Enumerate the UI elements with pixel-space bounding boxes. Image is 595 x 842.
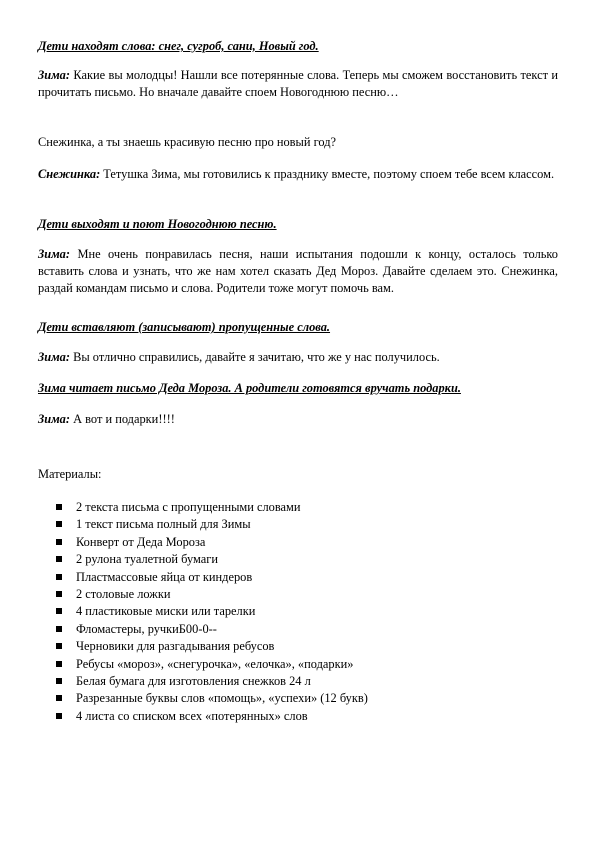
paragraph-text: А вот и подарки!!!! [70,412,175,426]
bullet-icon [56,521,62,527]
list-item: 4 пластиковые миски или тарелки [56,603,556,620]
paragraph-snezhinka [38,166,558,183]
bullet-icon [56,643,62,649]
bullet-icon [56,695,62,701]
action-note-4: Зима читает письмо Деда Мороза. А родители готовятся вручать подарки. [38,381,461,395]
list-item: Конверт от Деда Мороза [56,534,556,551]
action-note-2: Дети выходят и поют Новогоднюю песню. [38,217,277,231]
action-note-1: Дети находят слова: снег, сугроб, сани, Новый год. [38,39,319,53]
speaker-label: Зима: [38,68,71,82]
paragraph-text: Какие вы молодцы! Нашли все потерянные слова. Теперь мы сможем восстановить текст и прочитать письмо. Но вначале давайте споем Новогоднюю песню… [38,68,558,99]
bullet-icon [56,574,62,580]
bullet-icon [56,504,62,510]
list-item: Фломастеры, ручкиБ00-0-- [56,621,556,638]
paragraph-zima-3 [38,349,558,366]
list-item: Разрезанные буквы слов «помощь», «успехи» (12 букв) [56,690,556,707]
materials-list [56,499,556,725]
list-item: 4 листа со списком всех «потерянных» слов [56,708,556,725]
bullet-icon [56,608,62,614]
list-item: Белая бумага для изготовления снежков 24 л [56,673,556,690]
list-item: 2 столовые ложки [56,586,556,603]
paragraph-zima-1 [38,67,558,101]
paragraph-text: Мне очень понравилась песня, наши испытания подошли к концу, осталось только вставить слова и узнать, что же нам хотел сказать Дед Мороз. Давайте сделаем это. Снежинка, раздай командам письмо и слова. Родители тоже могут помочь вам. [38,247,558,295]
speaker-label: Зима: [38,247,71,261]
speaker-label: Зима: [38,350,71,364]
list-item: Ребусы «мороз», «снегурочка», «елочка», «подарки» [56,656,556,673]
list-item: 2 текста письма с пропущенными словами [56,499,556,516]
speaker-label: Зима: [38,412,71,426]
bullet-icon [56,556,62,562]
paragraph-zima-2 [38,246,558,297]
action-note-3: Дети вставляют (записывают) пропущенные слова. [38,320,331,334]
paragraph-text: Тетушка Зима, мы готовились к празднику вместе, поэтому споем тебе всем классом. [100,167,555,181]
paragraph-text: Вы отлично справились, давайте я зачитаю, что же у нас получилось. [70,350,440,364]
paragraph-question: Снежинка, а ты знаешь красивую песню про новый год? [38,135,337,149]
materials-title: Материалы: [38,467,102,481]
bullet-icon [56,591,62,597]
list-item: Черновики для разгадывания ребусов [56,638,556,655]
paragraph-zima-4 [38,411,558,428]
bullet-icon [56,678,62,684]
list-item: 2 рулона туалетной бумаги [56,551,556,568]
speaker-label: Снежинка: [38,167,101,181]
list-item: Пластмассовые яйца от киндеров [56,569,556,586]
bullet-icon [56,661,62,667]
bullet-icon [56,626,62,632]
list-item: 1 текст письма полный для Зимы [56,516,556,533]
bullet-icon [56,539,62,545]
bullet-icon [56,713,62,719]
